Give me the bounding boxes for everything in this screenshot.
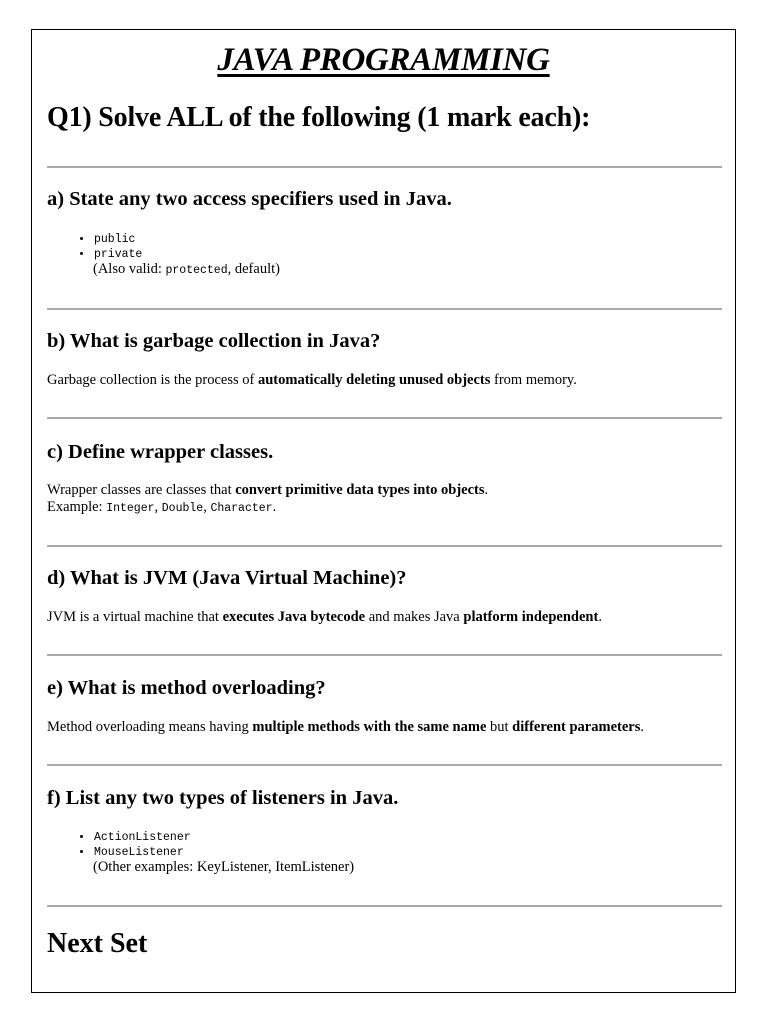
question-f-list bbox=[73, 830, 191, 860]
answer-text: from memory. bbox=[490, 372, 577, 388]
divider bbox=[47, 905, 722, 907]
question-c-heading: c) Define wrapper classes. bbox=[47, 441, 274, 463]
question-d-answer bbox=[47, 609, 602, 626]
question-b-answer bbox=[47, 372, 577, 389]
separator: , bbox=[203, 499, 211, 515]
question-b-heading: b) What is garbage collection in Java? bbox=[47, 330, 381, 352]
example-end: . bbox=[272, 499, 277, 515]
question-a-heading: a) State any two access specifiers used in Java. bbox=[47, 188, 452, 210]
answer-emphasis: automatically deleting unused objects bbox=[257, 372, 491, 388]
answer-text: Method overloading means having bbox=[47, 719, 253, 735]
example-code: Double bbox=[161, 502, 204, 515]
question-c-answer bbox=[47, 482, 488, 517]
question-a-list bbox=[73, 232, 142, 262]
next-set-heading: Next Set bbox=[47, 928, 148, 959]
list-item: • MouseListener bbox=[93, 845, 191, 860]
example-code: Character bbox=[210, 502, 273, 515]
answer-emphasis: different parameters bbox=[512, 719, 641, 735]
question-d-heading: d) What is JVM (Java Virtual Machine)? bbox=[47, 567, 407, 589]
note-code: protected bbox=[165, 264, 228, 277]
divider bbox=[47, 545, 722, 547]
divider bbox=[47, 166, 722, 168]
note-suffix: , default) bbox=[227, 261, 280, 277]
answer-text: . bbox=[640, 719, 644, 735]
example-label: Example: bbox=[47, 499, 107, 515]
answer-emphasis: executes Java bytecode bbox=[222, 609, 366, 625]
answer-text: JVM is a virtual machine that bbox=[47, 609, 223, 625]
question-f-heading: f) List any two types of listeners in Java. bbox=[47, 787, 399, 809]
question-f-note: (Other examples: KeyListener, ItemListener) bbox=[93, 859, 355, 875]
answer-text: and makes Java bbox=[365, 609, 464, 625]
separator: , bbox=[154, 499, 162, 515]
document-page bbox=[31, 29, 736, 993]
question-e-heading: e) What is method overloading? bbox=[47, 677, 326, 699]
list-item: • ActionListener bbox=[93, 830, 191, 845]
answer-text: . bbox=[484, 482, 489, 498]
answer-emphasis: multiple methods with the same name bbox=[252, 719, 487, 735]
answer-emphasis: convert primitive data types into objects bbox=[235, 482, 485, 498]
divider bbox=[47, 417, 722, 419]
list-item: • public bbox=[93, 232, 142, 247]
answer-text: Garbage collection is the process of bbox=[47, 372, 258, 388]
example-code: Integer bbox=[106, 502, 155, 515]
divider bbox=[47, 308, 722, 310]
divider bbox=[47, 764, 722, 766]
question-heading: Q1) Solve ALL of the following (1 mark each): bbox=[47, 102, 591, 133]
answer-text: Wrapper classes are classes that bbox=[47, 482, 236, 498]
answer-emphasis: platform independent bbox=[463, 609, 599, 625]
answer-text: . bbox=[598, 609, 602, 625]
answer-text: but bbox=[486, 719, 513, 735]
question-a-note bbox=[93, 261, 280, 279]
question-e-answer bbox=[47, 719, 644, 736]
divider bbox=[47, 654, 722, 656]
page-title: JAVA PROGRAMMING bbox=[217, 42, 550, 78]
list-item: • private bbox=[93, 247, 142, 262]
note-prefix: (Also valid: bbox=[93, 261, 166, 277]
